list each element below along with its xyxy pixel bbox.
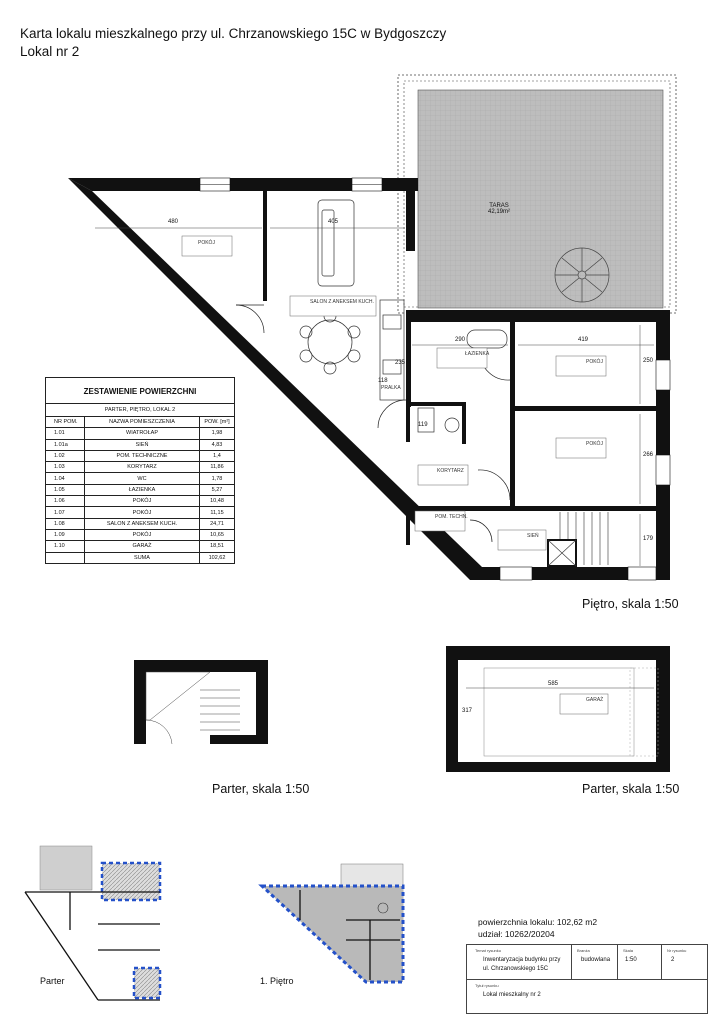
branza-value: budowlana xyxy=(581,957,611,963)
table-cell: SIEŃ xyxy=(85,439,200,450)
mini-pietro xyxy=(262,864,403,982)
table-row xyxy=(46,518,234,529)
table-cell: 5,27 xyxy=(200,484,235,495)
table-cell: 1.08 xyxy=(46,518,85,529)
table-row xyxy=(46,484,234,495)
col-header: NAZWA POMIESZCZENIA xyxy=(85,417,200,428)
table-cell: 1.07 xyxy=(46,507,85,518)
dim-290: 290 xyxy=(455,337,466,343)
table-cell: 1.02 xyxy=(46,450,85,461)
table-cell: SUMA xyxy=(85,552,200,563)
area-table xyxy=(46,417,234,563)
table-row xyxy=(46,450,234,461)
table-cell: 1.05 xyxy=(46,484,85,495)
skala-label: Skala xyxy=(623,948,634,953)
table-row xyxy=(46,541,234,552)
table-cell: 10,65 xyxy=(200,529,235,540)
table-cell: 1.09 xyxy=(46,529,85,540)
tytul-label: Tytuł rysunku xyxy=(475,983,499,988)
tag-101a: SIEŃ xyxy=(527,533,539,539)
branza-label: Branża xyxy=(577,948,590,953)
table-cell: POKÓJ xyxy=(85,529,200,540)
caption-parter-left: Parter, skala 1:50 xyxy=(212,782,310,796)
tag-106: POKÓJ xyxy=(586,359,603,365)
skala-value: 1:50 xyxy=(625,957,637,963)
table-cell: 1.01 xyxy=(46,428,85,439)
caption-parter-right: Parter, skala 1:50 xyxy=(582,782,680,796)
tag-107: POKÓJ xyxy=(586,441,603,447)
table-cell: 102,62 xyxy=(208,554,226,561)
tag-108: SALON Z ANEKSEM KUCH. xyxy=(310,299,374,305)
table-cell: 4,83 xyxy=(200,439,235,450)
tag-103: KORYTARZ xyxy=(437,468,464,474)
terrace-area: 42,19m² xyxy=(487,209,510,215)
page-subtitle: Lokal nr 2 xyxy=(20,44,80,59)
table-cell: KORYTARZ xyxy=(85,462,200,473)
tag-105: ŁAZIENKA xyxy=(465,351,490,357)
dim-419: 419 xyxy=(578,337,589,343)
table-cell: 18,51 xyxy=(200,541,235,552)
page-title: Karta lokalu mieszkalnego przy ul. Chrzanowskiego 15C w Bydgoszczy xyxy=(20,26,447,41)
dim-585: 585 xyxy=(548,681,559,687)
table-cell: 1.04 xyxy=(46,473,85,484)
dim-119: 119 xyxy=(418,422,428,428)
table-cell: 24,71 xyxy=(200,518,235,529)
table-cell: GARAŻ xyxy=(85,541,200,552)
table-subtitle: PARTER, PIĘTRO, LOKAL 2 xyxy=(46,404,234,417)
ownership-share: udział: 10262/20204 xyxy=(478,929,555,939)
col-header: NR POM. xyxy=(46,417,85,428)
table-header-row xyxy=(46,417,234,428)
col-header: POW. [m²] xyxy=(200,417,235,428)
table-total-row xyxy=(46,552,234,563)
dim-405: 405 xyxy=(328,219,339,225)
table-cell: 1.06 xyxy=(46,496,85,507)
table-cell: SALON Z ANEKSEM KUCH. xyxy=(85,518,200,529)
nr-value: 2 xyxy=(671,957,675,963)
tytul-value: Lokal mieszkalny nr 2 xyxy=(483,992,541,998)
dim-266: 266 xyxy=(643,452,654,458)
table-cell: 11,86 xyxy=(200,462,235,473)
table-cell xyxy=(46,552,85,563)
tag-102: POM. TECHN. xyxy=(435,514,468,520)
caption-pietro: Piętro, skala 1:50 xyxy=(582,597,679,611)
garage-plan xyxy=(446,646,670,772)
table-row xyxy=(46,496,234,507)
temat-line1: Inwentaryzacja budynku przy xyxy=(483,957,561,963)
table-cell: 1,78 xyxy=(200,473,235,484)
table-row xyxy=(46,507,234,518)
dim-235: 235 xyxy=(395,360,406,366)
table-row xyxy=(46,462,234,473)
table-title: ZESTAWIENIE POWIERZCHNI xyxy=(46,378,234,404)
nr-label: Nr rysunku xyxy=(667,948,687,953)
stair xyxy=(548,512,608,566)
temat-label: Temat rysunku xyxy=(475,948,502,953)
caption-mini-pietro: 1. Piętro xyxy=(260,976,294,986)
caption-mini-parter: Parter xyxy=(40,976,65,986)
terrace-label: TARAS xyxy=(489,203,509,209)
terrace xyxy=(398,75,676,313)
total-area: powierzchnia lokalu: 102,62 m2 xyxy=(478,917,598,927)
table-cell: 1.01a xyxy=(46,439,85,450)
table-cell: POM. TECHNICZNE xyxy=(85,450,200,461)
parter-stair-plan xyxy=(134,660,268,744)
tag-110: GARAŻ xyxy=(586,697,604,703)
table-row xyxy=(46,428,234,439)
table-cell: 11,15 xyxy=(200,507,235,518)
table-row xyxy=(46,529,234,540)
dim-480: 480 xyxy=(168,219,179,225)
temat-line2: ul. Chrzanowskiego 15C xyxy=(483,966,549,972)
table-cell: 1,98 xyxy=(200,428,235,439)
table-cell: 1.03 xyxy=(46,462,85,473)
table-row xyxy=(46,473,234,484)
area-summary-table xyxy=(45,377,235,564)
table-cell: 1,4 xyxy=(200,450,235,461)
tag-pralka: PRALKA xyxy=(381,385,401,391)
dim-118: 118 xyxy=(378,378,388,384)
table-cell: WC xyxy=(85,473,200,484)
dim-250: 250 xyxy=(643,358,654,364)
table-cell: 1.10 xyxy=(46,541,85,552)
table-cell: 10,48 xyxy=(200,496,235,507)
table-row xyxy=(46,439,234,450)
table-cell: POKÓJ xyxy=(85,496,200,507)
tag-109: POKÓJ xyxy=(198,240,215,246)
dim-317: 317 xyxy=(462,708,473,714)
dim-179: 179 xyxy=(643,536,654,542)
table-cell: WIATROŁAP xyxy=(85,428,200,439)
title-block xyxy=(466,944,708,1014)
table-cell: POKÓJ xyxy=(85,507,200,518)
table-cell: ŁAZIENKA xyxy=(85,484,200,495)
